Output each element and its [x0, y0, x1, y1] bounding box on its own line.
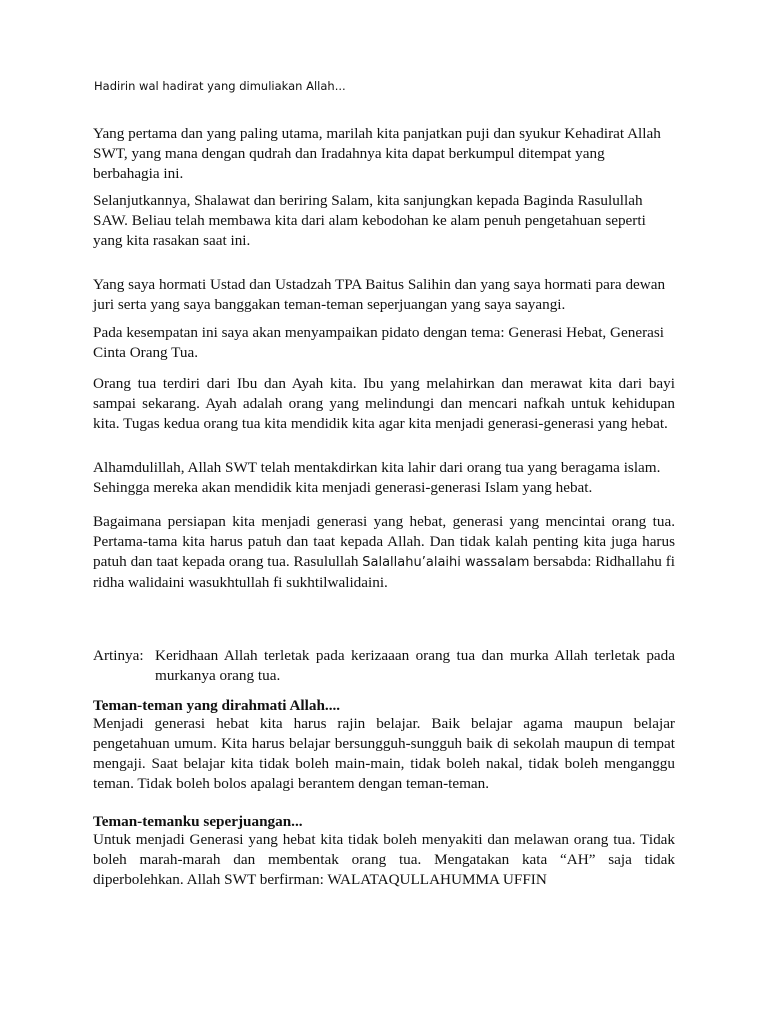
section-body-learning: Menjadi generasi hebat kita harus rajin belajar. Baik belajar agama maupun belajar pengetahuan umum. Kita harus belajar bersungguh-sungguh baik di sekolah maupun di tempat mengaji. Saat belajar kita tidak boleh main-main, tidak boleh nakal, tidak boleh menganggu teman. Tidak boleh bolos apalagi berantem dengan teman-teman.	[93, 715, 675, 792]
paragraph-parents: Orang tua terdiri dari Ibu dan Ayah kita. Ibu yang melahirkan dan merawat kita dari bayi sampai sekarang. Ayah adalah orang yang melindungi dan mencari nafkah untuk kehidupan kita. Tugas kedua orang tua kita mendidik kita agar kita menjadi generasi-generasi yang hebat.	[93, 375, 675, 432]
paragraph-shalawat: Selanjutkannya, Shalawat dan beriring Salam, kita sanjungkan kepada Baginda Rasulullah SAW. Beliau telah membawa kita dari alam kebodohan ke alam penuh pengetahuan seperti yang kita rasakan saat ini.	[93, 192, 646, 249]
section-body-respect-parents: Untuk menjadi Generasi yang hebat kita tidak boleh menyakiti dan melawan orang tua. Tidak boleh marah-marah dan membentak orang tua. Mengatakan kata “AH” saja tidak diperbolehkan. Allah SWT berfirman: WALATAQULLAHUMMA UFFIN	[93, 831, 675, 888]
translation-text: Keridhaan Allah terletak pada kerizaaan orang tua dan murka Allah terletak pada murkanya orang tua.	[155, 647, 675, 684]
paragraph-respects: Yang saya hormati Ustad dan Ustadzah TPA Baitus Salihin dan yang saya hormati para dewan juri serta yang saya banggakan teman-teman seperjuangan yang saya sayangi.	[93, 276, 666, 313]
paragraph-preparation	[93, 512, 675, 593]
salawat-phrase: Salallahu’alaihi wassalam	[362, 555, 530, 570]
opening-greeting: Hadirin wal hadirat yang dimuliakan Allah...	[94, 79, 346, 93]
preparation-text-c: bersabda: Ridhallahu fi ridha walidaini wasukhtullah fi sukhtilwalidaini.	[93, 553, 675, 591]
section-heading-seperjuangan: Teman-temanku seperjuangan...	[93, 813, 303, 830]
preparation-text-a: Bagaimana persiapan kita menjadi generasi yang hebat, generasi yang mencintai orang tua. Pertama-tama kita harus patuh dan taat kepada Allah. Dan tidak kalah penting kita juga harus patuh dan taat kepada orang tua. Rasulullah	[93, 513, 675, 570]
translation-label: Artinya:	[93, 647, 144, 664]
section-heading-dirahmati: Teman-teman yang dirahmati Allah....	[93, 697, 341, 714]
paragraph-opening-praise: Yang pertama dan yang paling utama, marilah kita panjatkan puji dan syukur Kehadirat Allah SWT, yang mana dengan qudrah dan Iradahnya kita dapat berkumpul ditempat yang berbahagia ini.	[93, 125, 661, 182]
translation-block	[93, 646, 675, 686]
paragraph-alhamdulillah: Alhamdulillah, Allah SWT telah mentakdirkan kita lahir dari orang tua yang beragama islam. Sehingga mereka akan mendidik kita menjadi generasi-generasi Islam yang hebat.	[93, 459, 661, 496]
paragraph-theme: Pada kesempatan ini saya akan menyampaikan pidato dengan tema: Generasi Hebat, Generasi Cinta Orang Tua.	[93, 324, 664, 361]
